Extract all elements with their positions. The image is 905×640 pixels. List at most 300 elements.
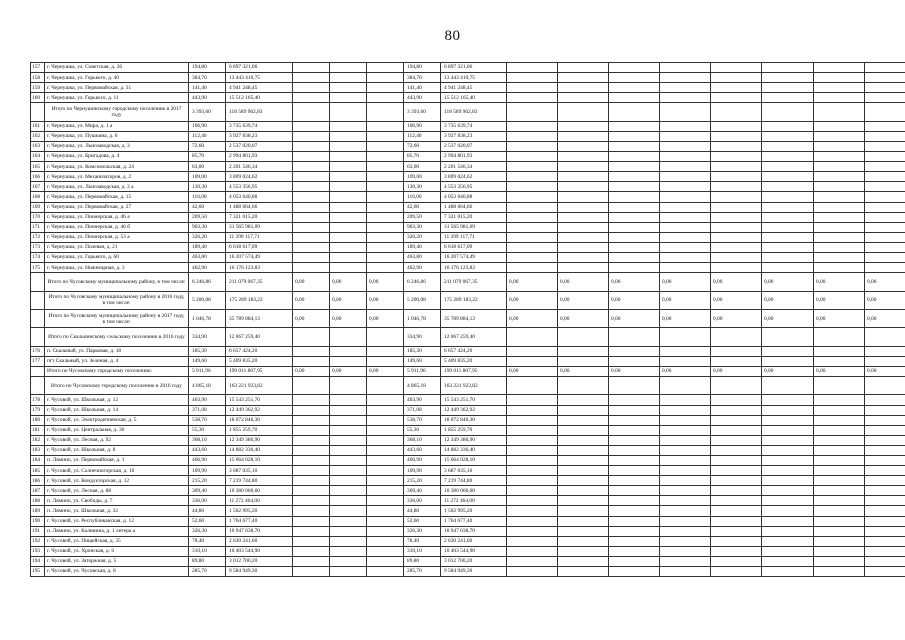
area-cell: 109,00: [189, 172, 226, 182]
extra-cell: [507, 506, 558, 516]
row-number: 183: [31, 445, 45, 455]
row-number: 185: [31, 466, 45, 476]
extra-cell: [558, 202, 609, 212]
area-total-cell: 368,10: [404, 435, 441, 445]
cost-total-cell: 2 630 241,60: [441, 536, 507, 546]
cost-total-cell: 1 502 995,20: [441, 506, 507, 516]
extra-cell: [865, 445, 905, 455]
extra-cell: [609, 567, 660, 577]
extra-cell: [814, 516, 865, 526]
extra-cell: [660, 162, 711, 172]
table-row: [31, 536, 905, 546]
extra-cell: [762, 546, 814, 556]
extra-cell: [558, 222, 609, 232]
zero-cell: [367, 162, 404, 172]
cost-total-cell: 2 537 020,07: [441, 141, 507, 151]
area-cell: 185,30: [189, 346, 226, 356]
cost-total-cell: 1 488 664,66: [441, 202, 507, 212]
extra-cell: [507, 131, 558, 141]
extra-cell: [865, 162, 905, 172]
extra-cell: [609, 425, 660, 435]
extra-cell: [762, 172, 814, 182]
zero-cell: [330, 93, 367, 103]
extra-cell: [558, 242, 609, 252]
zero-cell: [293, 356, 330, 366]
extra-cell: [609, 536, 660, 546]
extra-cell: [865, 536, 905, 546]
table-row: [31, 172, 905, 182]
zero-cell: [330, 192, 367, 202]
table-row: [31, 567, 905, 577]
extra-cell: [711, 93, 762, 103]
row-number: 177: [31, 356, 45, 366]
zero-cell: [293, 405, 330, 415]
zero-cell: [330, 435, 367, 445]
zero-cell: [367, 73, 404, 83]
extra-cell: [762, 222, 814, 232]
zero-cell: [293, 202, 330, 212]
extra-cell: [660, 263, 711, 273]
row-number: 174: [31, 252, 45, 262]
cost-total-cell: 12 349 386,90: [441, 435, 507, 445]
row-number: 173: [31, 242, 45, 252]
address-cell: Итого по Чусовскому городскому поселению:: [45, 366, 189, 376]
zero-cell: [367, 121, 404, 131]
extra-cell: [558, 496, 609, 506]
area-cell: 5 200,08: [189, 291, 226, 309]
zero-cell: [367, 567, 404, 577]
extra-cell: [865, 556, 905, 566]
area-cell: 6 246,86: [189, 273, 226, 291]
extra-cell: [660, 192, 711, 202]
zero-cell: [367, 263, 404, 273]
area-total-cell: 109,00: [404, 172, 441, 182]
row-number: 162: [31, 131, 45, 141]
zero-cell: [293, 496, 330, 506]
table-row: [31, 83, 905, 93]
zero-cell: [330, 405, 367, 415]
row-number: 188: [31, 496, 45, 506]
row-number: 179: [31, 405, 45, 415]
extra-cell: [609, 73, 660, 83]
area-total-cell: 326,30: [404, 526, 441, 536]
extra-cell: [865, 486, 905, 496]
extra-cell: [762, 242, 814, 252]
zero-cell: [293, 455, 330, 465]
zero-cell: [293, 93, 330, 103]
extra-cell: [660, 496, 711, 506]
extra-cell: [711, 395, 762, 405]
cost-total-cell: 10 947 038,70: [441, 526, 507, 536]
extra-cell: [814, 83, 865, 93]
extra-cell: [814, 232, 865, 242]
zero-cell: 0,00: [330, 309, 367, 327]
zero-cell: [330, 121, 367, 131]
row-number: 169: [31, 202, 45, 212]
extra-cell: [507, 63, 558, 73]
address-cell: г. Чернушка, ул. Горького, д. 40: [45, 73, 189, 83]
extra-cell: [558, 83, 609, 93]
extra-cell: [507, 567, 558, 577]
zero-cell: [330, 516, 367, 526]
area-cell: 443,60: [189, 445, 226, 455]
area-total-cell: 72,60: [404, 141, 441, 151]
extra-cell: [507, 328, 558, 346]
area-cell: 106,90: [189, 121, 226, 131]
address-cell: г. Чусовой, ул. Хронская, д. 6: [45, 546, 189, 556]
extra-cell: [814, 152, 865, 162]
address-cell: г. Чусовой, ул. Электродепиевская, д. 5: [45, 415, 189, 425]
extra-cell: [711, 141, 762, 151]
area-cell: 3 393,60: [189, 103, 226, 121]
extra-cell: [660, 232, 711, 242]
extra-cell: 0,00: [609, 291, 660, 309]
area-total-cell: 42,60: [404, 202, 441, 212]
extra-cell: [609, 486, 660, 496]
extra-cell: [814, 103, 865, 121]
address-cell: г. Чернушка, ул. Льнозаводская, д. 3 а: [45, 182, 189, 192]
zero-cell: [367, 93, 404, 103]
area-cell: 130,30: [189, 182, 226, 192]
cost-total-cell: 4 941 248,45: [441, 83, 507, 93]
extra-cell: [814, 192, 865, 202]
zero-cell: 0,00: [367, 309, 404, 327]
zero-cell: [293, 415, 330, 425]
extra-cell: [711, 202, 762, 212]
area-cell: 1 046,78: [189, 309, 226, 327]
cost-total-cell: 1 764 677,40: [441, 516, 507, 526]
extra-cell: [814, 141, 865, 151]
extra-cell: 0,00: [865, 366, 905, 376]
area-total-cell: 384,70: [404, 73, 441, 83]
extra-cell: [711, 222, 762, 232]
area-cell: 326,20: [189, 232, 226, 242]
zero-cell: [367, 405, 404, 415]
cost-total-cell: 15 512 165,40: [441, 93, 507, 103]
extra-cell: [711, 73, 762, 83]
extra-cell: [609, 516, 660, 526]
extra-cell: [660, 546, 711, 556]
extra-cell: [711, 536, 762, 546]
address-cell: г. Чусовой, ул. Лесная, д. 92: [45, 435, 189, 445]
cost-cell: 12 349 386,90: [226, 435, 293, 445]
zero-cell: [367, 192, 404, 202]
row-number: 190: [31, 516, 45, 526]
zero-cell: [293, 131, 330, 141]
table-row: [31, 486, 905, 496]
extra-cell: [814, 567, 865, 577]
extra-cell: [865, 232, 905, 242]
table-row: [31, 192, 905, 202]
extra-cell: [660, 415, 711, 425]
row-number: [31, 103, 45, 121]
cost-cell: 211 079 067,35: [226, 273, 293, 291]
extra-cell: 0,00: [814, 291, 865, 309]
cost-total-cell: 3 012 700,20: [441, 556, 507, 566]
zero-cell: [293, 212, 330, 222]
zero-cell: [367, 415, 404, 425]
extra-cell: 0,00: [814, 309, 865, 327]
cost-cell: 16 176 123,83: [226, 263, 293, 273]
table-row: [31, 395, 905, 405]
cost-total-cell: 2 994 801,93: [441, 152, 507, 162]
cost-total-cell: 211 079 067,35: [441, 273, 507, 291]
extra-cell: [762, 232, 814, 242]
table-row: [31, 556, 905, 566]
address-cell: г. Чусовой, ул. Чусовская, д. 8: [45, 567, 189, 577]
extra-cell: [762, 73, 814, 83]
area-cell: 334,90: [189, 328, 226, 346]
extra-cell: [865, 202, 905, 212]
cost-cell: 1 764 677,40: [226, 516, 293, 526]
table-row: [31, 356, 905, 366]
cost-total-cell: 16 176 123,83: [441, 263, 507, 273]
extra-cell: [762, 121, 814, 131]
zero-cell: [293, 506, 330, 516]
area-total-cell: 462,90: [404, 263, 441, 273]
extra-cell: 0,00: [660, 309, 711, 327]
extra-cell: [762, 162, 814, 172]
extra-cell: [660, 73, 711, 83]
extra-cell: 0,00: [711, 273, 762, 291]
zero-cell: [367, 536, 404, 546]
area-cell: 55,30: [189, 425, 226, 435]
row-number: 186: [31, 476, 45, 486]
zero-cell: [330, 556, 367, 566]
row-number: 189: [31, 506, 45, 516]
area-total-cell: 443,90: [404, 93, 441, 103]
area-total-cell: 185,30: [404, 346, 441, 356]
extra-cell: [865, 121, 905, 131]
extra-cell: [507, 526, 558, 536]
extra-cell: [609, 546, 660, 556]
cost-total-cell: 7 321 015,20: [441, 212, 507, 222]
table-row: [31, 202, 905, 212]
area-total-cell: 112,40: [404, 131, 441, 141]
extra-cell: [814, 556, 865, 566]
zero-cell: 0,00: [367, 273, 404, 291]
extra-cell: [865, 567, 905, 577]
cost-cell: 3 012 700,20: [226, 556, 293, 566]
zero-cell: [367, 346, 404, 356]
address-cell: г. Чернушка, ул. Нижнеарная, д. 3: [45, 263, 189, 273]
extra-cell: [609, 405, 660, 415]
zero-cell: [330, 346, 367, 356]
table-row: [31, 162, 905, 172]
row-number: 182: [31, 435, 45, 445]
extra-cell: [814, 73, 865, 83]
zero-cell: [367, 546, 404, 556]
row-number: 181: [31, 425, 45, 435]
extra-cell: [558, 377, 609, 395]
row-number: 192: [31, 536, 45, 546]
extra-cell: [609, 395, 660, 405]
zero-cell: [293, 222, 330, 232]
extra-cell: [865, 476, 905, 486]
table-row: [31, 212, 905, 222]
extra-cell: [814, 466, 865, 476]
zero-cell: [293, 172, 330, 182]
cost-total-cell: 199 011 807,95: [441, 366, 507, 376]
zero-cell: [330, 546, 367, 556]
table-row: [31, 232, 905, 242]
extra-cell: [762, 486, 814, 496]
area-cell: 443,90: [189, 93, 226, 103]
extra-cell: [507, 172, 558, 182]
extra-cell: [558, 567, 609, 577]
extra-cell: [762, 131, 814, 141]
extra-cell: [865, 415, 905, 425]
extra-cell: [507, 377, 558, 395]
extra-cell: [558, 556, 609, 566]
row-number: 164: [31, 152, 45, 162]
area-cell: 285,70: [189, 567, 226, 577]
table-row: [31, 141, 905, 151]
zero-cell: [293, 63, 330, 73]
cost-total-cell: 11 399 117,71: [441, 232, 507, 242]
area-cell: 538,70: [189, 415, 226, 425]
zero-cell: [367, 425, 404, 435]
area-total-cell: 116,00: [404, 192, 441, 202]
extra-cell: [711, 121, 762, 131]
cost-total-cell: 31 565 981,09: [441, 222, 507, 232]
area-total-cell: 1 046,78: [404, 309, 441, 327]
extra-cell: [762, 212, 814, 222]
table-row: [31, 263, 905, 273]
extra-cell: [762, 377, 814, 395]
address-cell: г. Чернушка, ул. Пионерская, д. 46 б: [45, 222, 189, 232]
extra-cell: [507, 192, 558, 202]
extra-cell: [814, 445, 865, 455]
extra-cell: 0,00: [660, 366, 711, 376]
table-row: [31, 425, 905, 435]
area-total-cell: 463,90: [404, 395, 441, 405]
extra-cell: [814, 93, 865, 103]
extra-cell: [814, 496, 865, 506]
extra-cell: [558, 103, 609, 121]
extra-cell: [609, 162, 660, 172]
row-number: 194: [31, 556, 45, 566]
zero-cell: 0,00: [293, 291, 330, 309]
row-number: 184: [31, 455, 45, 465]
extra-cell: [711, 556, 762, 566]
page-number: 80: [444, 28, 461, 44]
extra-cell: [660, 182, 711, 192]
table-row: [31, 546, 905, 556]
extra-cell: [660, 346, 711, 356]
extra-cell: [660, 516, 711, 526]
address-cell: пгт Скальный, ул. Зеленая, д. 4: [45, 356, 189, 366]
row-number: 159: [31, 83, 45, 93]
area-cell: 52,60: [189, 516, 226, 526]
address-cell: г. Чусовой, ул. Кондукторская, д. 12: [45, 476, 189, 486]
area-total-cell: 334,90: [404, 328, 441, 346]
row-number: 168: [31, 192, 45, 202]
extra-cell: [865, 63, 905, 73]
extra-cell: [558, 328, 609, 346]
table-row: [31, 252, 905, 262]
zero-cell: [330, 476, 367, 486]
extra-cell: [507, 73, 558, 83]
zero-cell: [330, 526, 367, 536]
table-row: [31, 435, 905, 445]
row-number: [31, 291, 45, 309]
extra-cell: [814, 486, 865, 496]
cost-total-cell: 4 053 640,88: [441, 192, 507, 202]
table-body: [31, 63, 905, 577]
extra-cell: [814, 242, 865, 252]
extra-cell: [558, 476, 609, 486]
extra-cell: [814, 395, 865, 405]
row-number: 195: [31, 567, 45, 577]
summary-row: [31, 309, 905, 327]
area-total-cell: 466,90: [404, 455, 441, 465]
area-total-cell: 4 865,18: [404, 377, 441, 395]
area-total-cell: 189,40: [404, 242, 441, 252]
zero-cell: [293, 536, 330, 546]
area-cell: 85,70: [189, 152, 226, 162]
zero-cell: [367, 516, 404, 526]
extra-cell: [609, 356, 660, 366]
extra-cell: [814, 222, 865, 232]
row-number: 163: [31, 141, 45, 151]
zero-cell: [367, 455, 404, 465]
summary-row: [31, 291, 905, 309]
extra-cell: [609, 172, 660, 182]
area-cell: 326,30: [189, 526, 226, 536]
zero-cell: [367, 496, 404, 506]
extra-cell: [762, 496, 814, 506]
zero-cell: [367, 63, 404, 73]
cost-cell: 7 219 744,80: [226, 476, 293, 486]
address-cell: п. Лямино, ул. Первомайская, д. 1: [45, 455, 189, 465]
zero-cell: [330, 63, 367, 73]
area-cell: 310,10: [189, 546, 226, 556]
extra-cell: [609, 93, 660, 103]
address-cell: г. Чернушка, ул. Пионерская, д. 46 а: [45, 212, 189, 222]
address-cell: Итого по Чернушинскому городскому поселению в 2017 году: [45, 103, 189, 121]
extra-cell: [814, 182, 865, 192]
zero-cell: [330, 152, 367, 162]
row-number: 170: [31, 212, 45, 222]
cost-total-cell: 163 221 923,82: [441, 377, 507, 395]
address-cell: г. Чернушка, ул. Комсомольская, д. 24: [45, 162, 189, 172]
area-cell: 112,40: [189, 131, 226, 141]
extra-cell: [814, 131, 865, 141]
extra-cell: [609, 103, 660, 121]
area-cell: 903,30: [189, 222, 226, 232]
extra-cell: [762, 506, 814, 516]
extra-cell: [762, 192, 814, 202]
zero-cell: 0,00: [367, 366, 404, 376]
row-number: 158: [31, 73, 45, 83]
cost-total-cell: 12 449 362,92: [441, 405, 507, 415]
extra-cell: [762, 83, 814, 93]
cost-cell: 11 399 117,71: [226, 232, 293, 242]
extra-cell: [609, 121, 660, 131]
extra-cell: [558, 486, 609, 496]
zero-cell: [293, 83, 330, 93]
extra-cell: [507, 466, 558, 476]
zero-cell: [293, 182, 330, 192]
extra-cell: [814, 162, 865, 172]
address-cell: г. Чусовой, ул. Школьная, д. 14: [45, 405, 189, 415]
extra-cell: [558, 435, 609, 445]
zero-cell: [330, 263, 367, 273]
extra-cell: [609, 346, 660, 356]
cost-total-cell: 5 409 835,20: [441, 356, 507, 366]
extra-cell: [660, 212, 711, 222]
